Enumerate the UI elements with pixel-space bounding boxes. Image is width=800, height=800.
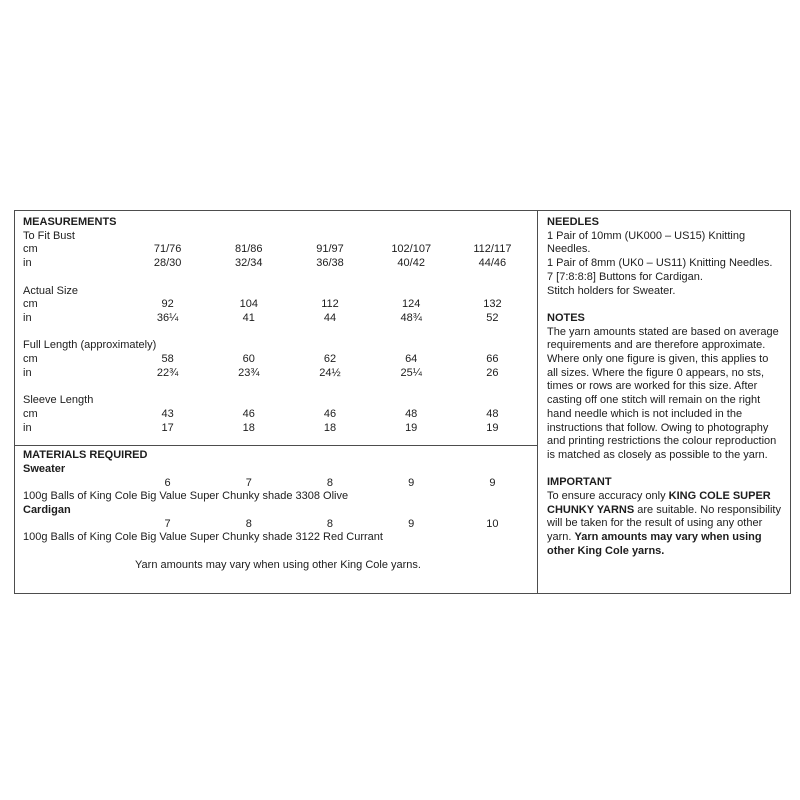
measure-value: 48 (405, 407, 418, 420)
unit-label: in (23, 311, 32, 324)
ball-count: 6 (164, 476, 171, 489)
measure-value: 22¾ (156, 366, 179, 379)
measure-row-in (23, 367, 533, 381)
yarn-description: 100g Balls of King Cole Big Value Super Chunky shade 3308 Olive (23, 490, 349, 503)
measure-value: 28/30 (153, 257, 182, 270)
measure-value: 64 (405, 353, 418, 365)
measure-value: 104 (239, 298, 258, 311)
pattern-spec-panel (14, 210, 791, 594)
measure-value: 58 (161, 353, 174, 365)
yarn-variation-note: Yarn amounts may vary when using other King Cole yarns. (135, 558, 421, 571)
empty-cell (23, 518, 127, 532)
measure-value: 52 (486, 311, 499, 324)
important-title: IMPORTANT (547, 476, 612, 489)
measure-value: 124 (402, 298, 421, 311)
measure-row-in (23, 312, 533, 326)
measure-label-full-length: Full Length (approximately) (23, 339, 157, 352)
measure-value: 26 (486, 366, 499, 379)
measure-value: 19 (405, 421, 418, 434)
notes-title: NOTES (547, 311, 585, 324)
ball-count: 8 (245, 517, 252, 530)
measure-value: 44/46 (478, 257, 507, 270)
measure-value: 91/97 (316, 243, 344, 256)
important-text: are suitable. No responsibility will be taken for the result of using any other yarn. (547, 503, 781, 544)
measure-value: 132 (483, 298, 502, 311)
measure-value: 32/34 (235, 257, 263, 270)
measure-value: 40/42 (397, 257, 425, 270)
measure-value: 66 (486, 353, 499, 365)
measure-value: 112/117 (473, 243, 512, 256)
needles-line: 1 Pair of 10mm (UK000 – US15) Knitting Needles. (547, 229, 746, 256)
important-body (547, 490, 782, 559)
measure-value: 71/76 (153, 243, 182, 256)
measure-value: 18 (242, 421, 255, 434)
measure-value: 112 (321, 298, 339, 311)
ball-count: 7 (245, 476, 252, 489)
empty-cell (23, 477, 127, 491)
measure-row-cm (23, 408, 533, 422)
unit-label: cm (23, 353, 38, 365)
measure-value: 81/86 (235, 243, 263, 256)
ball-count: 8 (326, 517, 334, 530)
measurements-materials-cell (15, 211, 538, 593)
measure-row-in (23, 422, 533, 436)
needles-line: Stitch holders for Sweater. (547, 284, 676, 297)
measure-value: 23¾ (238, 366, 260, 379)
materials-section (15, 445, 537, 593)
measurements-section (15, 211, 537, 435)
measure-value: 43 (161, 407, 174, 420)
notes-body: The yarn amounts stated are based on average requirements and are therefore approximate. Where only one figure is given, this applies to all sizes. Where the figure 0 appears, no sts, times or rows are worked for this size. After casting off one stitch will remain on the right hand needle which is not included in the instructions that follow. Owing to photography and printing restrictions the colour reproduction is matched as closely as possible to the yarn. (547, 325, 779, 461)
ball-counts-row (23, 477, 533, 491)
unit-label: in (23, 366, 32, 379)
ball-count: 9 (489, 476, 496, 489)
important-text-bold: Yarn amounts may vary when using other King Cole yarns. (547, 531, 762, 557)
measure-value: 36¼ (156, 311, 179, 324)
measure-row-cm (23, 353, 533, 367)
measure-value: 48¾ (400, 311, 422, 324)
ball-count: 10 (486, 517, 499, 530)
measure-value: 92 (161, 298, 174, 311)
unit-label: in (23, 257, 32, 270)
measure-value: 18 (323, 421, 337, 434)
unit-label: in (23, 421, 32, 434)
measure-label-to-fit-bust: To Fit Bust (23, 229, 75, 242)
measure-label-sleeve-length: Sleeve Length (23, 394, 94, 407)
yarn-description: 100g Balls of King Cole Big Value Super Chunky shade 3122 Red Currant (23, 531, 383, 544)
measure-value: 46 (242, 407, 255, 420)
measure-value: 62 (323, 353, 337, 365)
measure-value: 48 (486, 407, 499, 420)
materials-title: MATERIALS REQUIRED (23, 449, 148, 462)
important-text-bold: KING COLE SUPER CHUNKY YARNS (547, 490, 771, 516)
needles-notes-cell (538, 211, 790, 593)
garment-label-cardigan: Cardigan (23, 504, 71, 517)
garment-label-sweater: Sweater (23, 462, 66, 475)
important-text: To ensure accuracy only (547, 490, 669, 503)
unit-label: cm (23, 243, 38, 256)
measure-value: 41 (242, 311, 255, 324)
measure-row-cm (23, 298, 533, 312)
measure-value: 60 (242, 353, 255, 365)
measure-value: 44 (323, 311, 337, 324)
measure-label-actual-size: Actual Size (23, 284, 79, 297)
measure-value: 24½ (319, 366, 341, 379)
needles-line: 7 [7:8:8:8] Buttons for Cardigan. (547, 270, 703, 283)
measure-value: 17 (161, 421, 174, 434)
unit-label: cm (23, 298, 38, 311)
needles-line: 1 Pair of 8mm (UK0 – US11) Knitting Needles. (547, 257, 773, 270)
measurements-title: MEASUREMENTS (23, 216, 117, 228)
ball-count: 8 (326, 476, 334, 489)
ball-count: 7 (164, 517, 171, 530)
measure-value: 36/38 (316, 257, 344, 270)
measure-row-in (23, 257, 533, 271)
ball-counts-row (23, 518, 533, 532)
ball-count: 9 (408, 476, 415, 489)
needles-title: NEEDLES (547, 216, 599, 228)
measure-value: 46 (323, 407, 337, 420)
ball-count: 9 (408, 517, 415, 530)
measure-value: 102/107 (391, 243, 432, 256)
measure-value: 25¼ (400, 366, 422, 379)
measure-row-cm (23, 243, 533, 257)
measure-value: 19 (486, 421, 499, 434)
unit-label: cm (23, 407, 38, 420)
